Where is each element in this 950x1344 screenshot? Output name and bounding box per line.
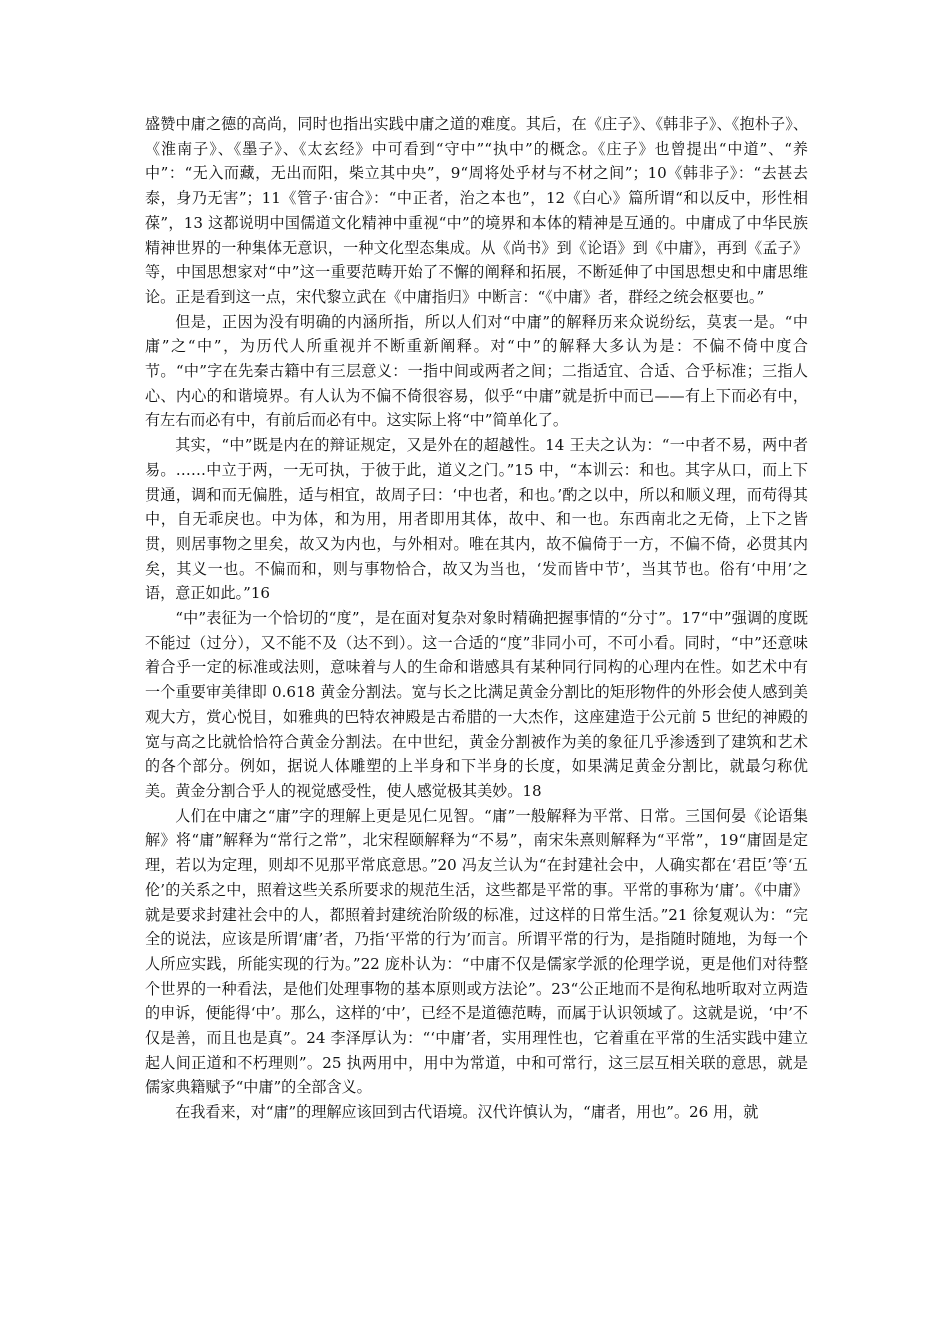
paragraph-6: 在我看来，对“庸”的理解应该回到古代语境。汉代许慎认为，“庸者，用也”。26 用，就 (175, 1103, 759, 1122)
paragraph-1: 盛赞中庸之德的高尚，同时也指出实践中庸之道的难度。其后，在《庄子》、《韩非子》、《抱朴子》、《淮南子》、《墨子》、《太玄经》中可看到“守中”“执中”的概念。《庄子》也曾提出“中道”、“养中”：“无入而藏，无出而阳，柴立其中央”，9“周将处乎材与不材之间”；10《韩非子》：“去甚去泰，身乃无害”；11《管子·宙合》：“中正者，治之本也”，12《白心》篇所谓“和以反中，形性相葆”，13 这都说明中国儒道文化精神中重视“中”的境界和本体的精神是互通的。中庸成了中华民族精神世界的一种集体无意识，一种文化型态集成。从《尚书》到《论语》到《中庸》，再到《孟子》等，中国思想家对“中”这一重要范畴开始了不懈的阐释和拓展，不断延伸了中国思想史和中庸思维论。正是看到这一点，宋代黎立武在《中庸指归》中断言：“《中庸》者，群经之统会枢要也。” (145, 115, 808, 306)
paragraph-4: “中”表征为一个恰切的“度”，是在面对复杂对象时精确把握事情的“分寸”。17“中”强调的度既不能过（过分），又不能不及（达不到）。这一合适的“度”非同小可，不可小看。同时，“中”还意味着合乎一定的标准或法则，意味着与人的生命和谐感具有某种同行同构的心理内在性。如艺术中有一个重要审美律即 0.618 黄金分割法。宽与长之比满足黄金分割比的矩形物件的外形会使人感到美观大方，赏心悦目，如雅典的巴特农神殿是古希腊的一大杰作，这座建造于公元前 5 世纪的神殿的宽与高之比就恰恰符合黄金分割法。在中世纪，黄金分割被作为美的象征几乎渗透到了建筑和艺术的各个部分。例如，据说人体雕塑的上半身和下半身的长度，如果满足黄金分割比，就最匀称优美。黄金分割合乎人的视觉感受性，使人感觉极其美妙。18 (145, 609, 808, 800)
paragraph-5: 人们在中庸之“庸”字的理解上更是见仁见智。“庸”一般解释为平常、日常。三国何晏《论语集解》将“庸”解释为“常行之常”，北宋程颐解释为“不易”，南宋朱熹则解释为“平常”，19“庸固是定理，若以为定理，则却不见那平常底意思。”20 冯友兰认为“在封建社会中，人确实都在‘君臣’等‘五伦’的关系之中，照着这些关系所要求的规范生活，这些都是平常的事。平常的事称为‘庸’。《中庸》就是要求封建社会中的人，都照着封建统治阶级的标准，过这样的日常生活。”21 徐复观认为：“完全的说法，应该是所谓‘庸’者，乃指‘平常的行为’而言。所谓平常的行为，是指随时随地，为每一个人所应实践，所能实现的行为。”22 庞朴认为：“中庸不仅是儒家学派的伦理学说，更是他们对待整个世界的一种看法，是他们处理事物的基本原则或方法论”。23“公正地而不是徇私地听取对立两造的申诉，便能得‘中’。那么，这样的‘中’，已经不是道德范畴，而属于认识领域了。这就是说，‘中’不仅是善，而且也是真”。24 李泽厚认为：“‘中庸’者，实用理性也，它着重在平常的生活实践中建立起人间正道和不朽理则”。25 执两用中，用中为常道，中和可常行，这三层互相关联的意思，就是儒家典籍赋予“中庸”的全部含义。 (145, 806, 808, 1097)
paragraph-2: 但是，正因为没有明确的内涵所指，所以人们对“中庸”的解释历来众说纷纭，莫衷一是。“中庸”之“中”，为历代人所重视并不断重新阐释。对“中”的解释大多认为是：不偏不倚中度合节。“中”字在先秦古籍中有三层意义：一指中间或两者之间；二指适宜、合适、合乎标准；三指人心、内心的和谐境界。有人认为不偏不倚很容易，似乎“中庸”就是折中而已——有上下而必有中，有左右而必有中，有前后而必有中。这实际上将“中”简单化了。 (145, 312, 808, 430)
document-page (145, 112, 808, 1125)
paragraph-3: 其实，“中”既是内在的辩证规定，又是外在的超越性。14 王夫之认为：“一中者不易，两中者易。……中立于两，一无可执，于彼于此，道义之门。”15 中，“本训云：和也。其字从口，而上下贯通，调和而无偏胜，适与相宜，故周子曰：‘中也者，和也。’酌之以中，所以和顺义理，而苟得其中，自无乖戾也。中为体，和为用，用者即用其体，故中、和一也。东西南北之无倚，上下之皆贯，则居事物之里矣，故又为内也，与外相对。唯在其内，故不偏倚于一方，不偏不倚，必贯其内矣，其义一也。不偏而和，则与事物恰合，故又为当也，‘发而皆中节’，当其节也。俗有‘中用’之语，意正如此。”16 (145, 436, 808, 603)
